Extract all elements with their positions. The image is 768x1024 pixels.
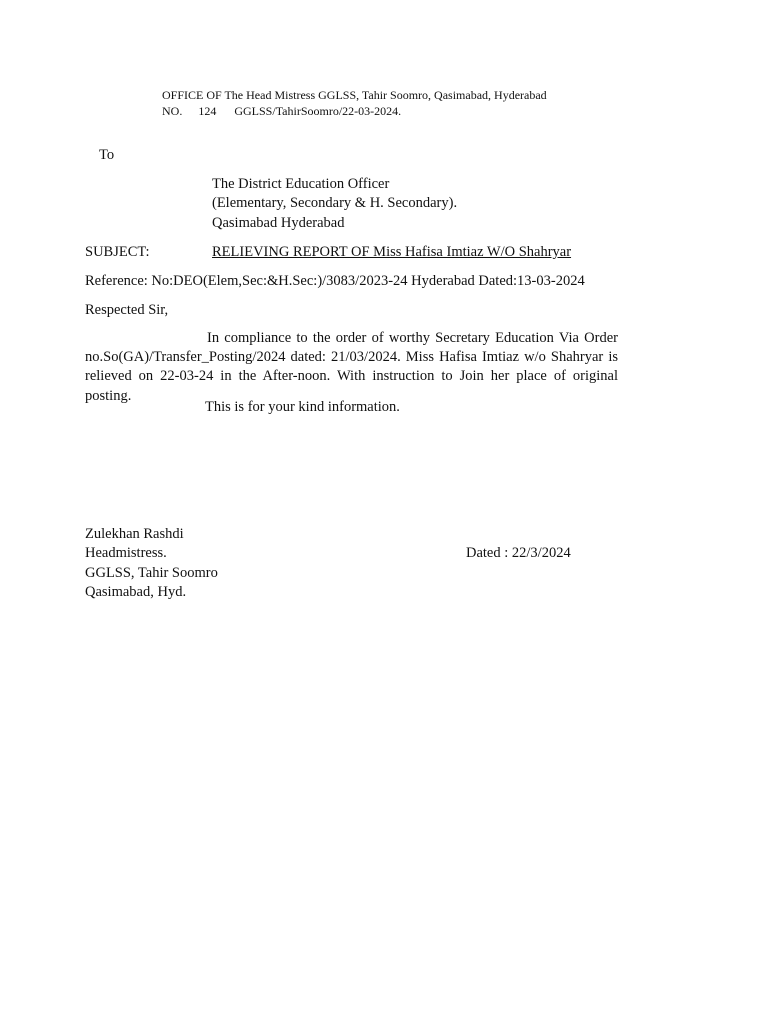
reference-line: Reference: No:DEO(Elem,Sec:&H.Sec:)/3083/2023-24 Hyderabad Dated:13-03-2024 bbox=[85, 273, 585, 289]
body-paragraph bbox=[85, 329, 618, 406]
office-header: OFFICE OF The Head Mistress GGLSS, Tahir Soomro, Qasimabad, Hyderabad bbox=[162, 88, 547, 102]
number-value: 124 bbox=[198, 104, 217, 118]
number-label: NO. bbox=[162, 104, 183, 118]
closing-line: This is for your kind information. bbox=[205, 399, 400, 415]
to-label: To bbox=[99, 147, 115, 163]
subject-text: RELIEVING REPORT OF Miss Hafisa Imtiaz W/O Shahryar bbox=[212, 244, 572, 260]
salutation: Respected Sir, bbox=[85, 302, 169, 318]
body-paragraph-text: In compliance to the order of worthy Secretary Education Via Order no.So(GA)/Transfer_Posting/2024 dated: 21/03/2024. Miss Hafisa Imtiaz w/o Shahryar is relieved on 22-03-24 in the After-noon. With instruction to Join her place of original posting. bbox=[85, 330, 618, 404]
signatory-name: Zulekhan Rashdi bbox=[85, 526, 184, 542]
recipient-line-2: (Elementary, Secondary & H. Secondary). bbox=[212, 195, 458, 211]
dated-line: Dated : 22/3/2024 bbox=[466, 545, 571, 561]
letter-ref-code: GGLSS/TahirSoomro/22-03-2024. bbox=[234, 104, 402, 118]
signatory-location: Qasimabad, Hyd. bbox=[85, 584, 187, 600]
recipient-line-3: Qasimabad Hyderabad bbox=[212, 215, 345, 231]
signatory-school: GGLSS, Tahir Soomro bbox=[85, 565, 218, 581]
recipient-line-1: The District Education Officer bbox=[212, 176, 390, 192]
signatory-title: Headmistress. bbox=[85, 545, 167, 561]
letter-number-line bbox=[162, 103, 401, 119]
subject-label: SUBJECT: bbox=[85, 244, 150, 260]
